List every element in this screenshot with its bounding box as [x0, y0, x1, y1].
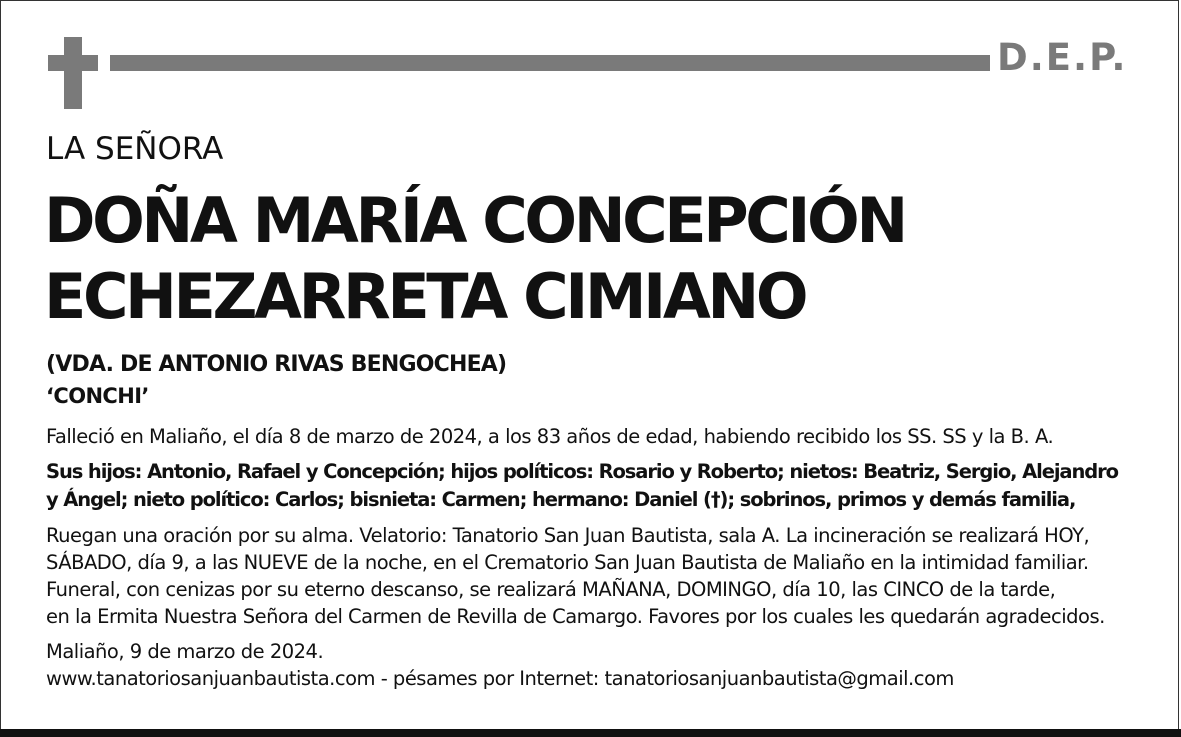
deceased-name-line-2: ECHEZARRETA CIMIANO — [44, 260, 806, 333]
death-statement: Falleció en Maliaño, el día 8 de marzo de 2024, a los 83 años de edad, habiendo recibido los SS. SS y la B. A. — [46, 425, 1054, 448]
cross-icon — [64, 37, 82, 109]
contact-line: www.tanatoriosanjuanbautista.com - pésames por Internet: tanatoriosanjuanbautista@gmail.com — [46, 667, 954, 690]
service-line: en la Ermita Nuestra Señora del Carmen de Revilla de Camargo. Favores por los cuales les quedarán agradecidos. — [46, 605, 1105, 628]
service-line: SÁBADO, día 9, a las NUEVE de la noche, en el Crematorio San Juan Bautista de Maliaño en la intimidad familiar. — [46, 551, 1089, 574]
family-line: y Ángel; nieto político: Carlos; bisnieta: Carmen; hermano: Daniel (†); sobrinos, primos y demás familia, — [46, 488, 1076, 511]
family-line: Sus hijos: Antonio, Rafael y Concepción; hijos políticos: Rosario y Roberto; nietos: Beatriz, Sergio, Alejandro — [46, 460, 1118, 483]
header-rule — [110, 55, 990, 71]
service-line: Ruegan una oración por su alma. Velatorio: Tanatorio San Juan Bautista, sala A. La incineración se realizará HOY, — [46, 524, 1090, 547]
place-date: Maliaño, 9 de marzo de 2024. — [46, 640, 324, 663]
honorific: LA SEÑORA — [46, 131, 224, 167]
cross-icon-bar — [48, 55, 98, 71]
nickname: ‘CONCHI’ — [46, 384, 149, 408]
deceased-name-line-1: DOÑA MARÍA CONCEPCIÓN — [44, 184, 905, 257]
widow-of: (VDA. DE ANTONIO RIVAS BENGOCHEA) — [46, 352, 507, 377]
service-line: Funeral, con cenizas por su eterno descanso, se realizará MAÑANA, DOMINGO, día 10, las CINCO de la tarde, — [46, 578, 1056, 601]
dep-label: D.E.P. — [997, 36, 1128, 79]
bottom-border — [0, 729, 1181, 737]
